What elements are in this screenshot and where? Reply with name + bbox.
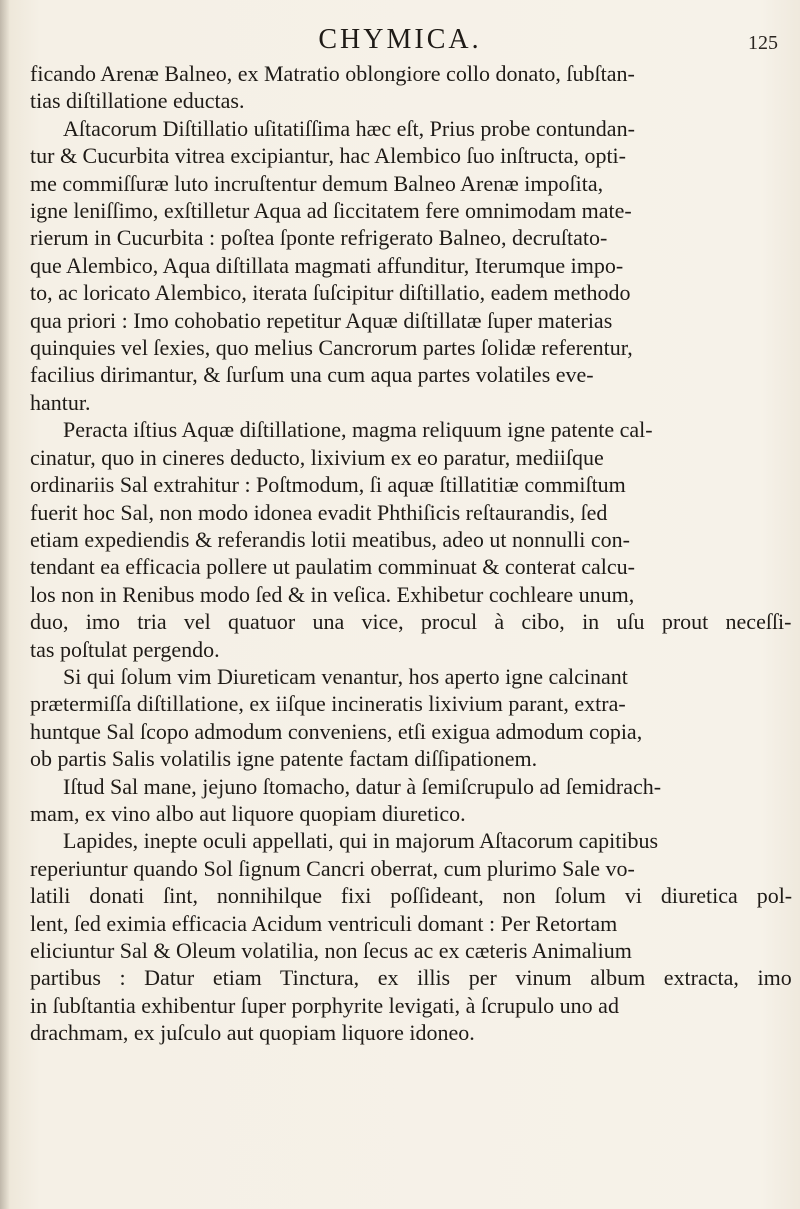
page-header <box>0 20 800 60</box>
text-line: partibus : Datur etiam Tinctura, ex illis per vinum album extracta, imo <box>30 965 792 991</box>
text-line: latili donati ſint, nonnihilque fixi poſſideant, non ſolum vi diuretica pol- <box>30 883 792 909</box>
paragraph <box>30 60 792 115</box>
page-number: 125 <box>748 32 778 54</box>
paragraph <box>30 827 792 1046</box>
text-line: quinquies vel ſexies, quo melius Cancrorum partes ſolidæ referentur, <box>30 335 633 361</box>
text-line: rierum in Cucurbita : poſtea ſponte refrigerato Balneo, decruſtato- <box>30 225 608 251</box>
text-line: ficando Arenæ Balneo, ex Matratio oblongiore collo donato, ſubſtan- <box>30 61 635 86</box>
text-line: que Alembico, Aqua diſtillata magmati affunditur, Iterumque impo- <box>30 252 624 278</box>
text-line: huntque Sal ſcopo admodum conveniens, etſi exigua admodum copia, <box>30 718 643 744</box>
text-line: hantur. <box>30 389 91 415</box>
paragraph <box>30 416 792 663</box>
text-line: los non in Renibus modo ſed & in veſica. Exhibetur cochleare unum, <box>30 581 635 607</box>
text-line: tas poſtulat pergendo. <box>30 636 220 662</box>
paragraph <box>30 115 792 416</box>
running-title: CHYMICA. <box>318 24 482 55</box>
text-line: cinatur, quo in cineres deducto, lixivium ex eo paratur, mediiſque <box>30 444 604 470</box>
text-line: Si qui ſolum vim Diureticam venantur, hos aperto igne calcinant <box>63 663 628 689</box>
text-line: Lapides, inepte oculi appellati, qui in majorum Aſtacorum capitibus <box>63 828 659 854</box>
text-line: duo, imo tria vel quatuor una vice, procul à cibo, in uſu prout neceſſi- <box>30 609 792 635</box>
text-line: tias diſtillatione eductas. <box>30 88 245 114</box>
text-line: fuerit hoc Sal, non modo idonea evadit Phthiſicis reſtaurandis, ſed <box>30 499 608 525</box>
text-line: in ſubſtantia exhibentur ſuper porphyrite levigati, à ſcrupulo uno ad <box>30 992 619 1018</box>
text-line: eliciuntur Sal & Oleum volatilia, non ſecus ac ex cæteris Animalium <box>30 938 632 963</box>
paragraph <box>30 663 792 773</box>
text-line: facilius dirimantur, & ſurſum una cum aqua partes volatiles eve- <box>30 362 594 388</box>
text-line: Aſtacorum Diſtillatio uſitatiſſima hæc eſt, Prius probe contundan- <box>63 115 635 141</box>
paragraph <box>30 773 792 828</box>
text-line: lent, ſed eximia efficacia Acidum ventriculi domant : Per Retortam <box>30 910 618 936</box>
text-line: Peracta iſtius Aquæ diſtillatione, magma reliquum igne patente cal- <box>63 417 653 443</box>
text-line: tendant ea efficacia pollere ut paulatim comminuat & conterat calcu- <box>30 554 635 580</box>
text-line: reperiuntur quando Sol ſignum Cancri oberrat, cum plurimo Sale vo- <box>30 855 635 881</box>
text-line: tur & Cucurbita vitrea excipiantur, hac Alembico ſuo inſtructa, opti- <box>30 143 626 169</box>
body-text <box>30 60 792 1047</box>
page-gutter-shadow <box>0 0 10 1209</box>
text-line: drachmam, ex juſculo aut quopiam liquore idoneo. <box>30 1020 475 1046</box>
text-line: prætermiſſa diſtillatione, ex iiſque incineratis lixivium parant, extra- <box>30 691 626 717</box>
text-line: me commiſſuræ luto incruſtentur demum Balneo Arenæ impoſita, <box>30 170 604 196</box>
text-line: ordinariis Sal extrahitur : Poſtmodum, ſi aquæ ſtillatitiæ commiſtum <box>30 472 626 498</box>
text-line: Iſtud Sal mane, jejuno ſtomacho, datur à ſemiſcrupulo ad ſemidrach- <box>63 773 662 799</box>
text-line: qua priori : Imo cohobatio repetitur Aquæ diſtillatæ ſuper materias <box>30 307 613 333</box>
text-line: mam, ex vino albo aut liquore quopiam diuretico. <box>30 800 466 826</box>
text-line: igne leniſſimo, exſtilletur Aqua ad ſiccitatem fere omnimodam mate- <box>30 198 632 224</box>
text-line: ob partis Salis volatilis igne patente factam diſſipationem. <box>30 746 538 772</box>
text-line: etiam expediendis & referandis lotii meatibus, adeo ut nonnulli con- <box>30 526 630 552</box>
text-line: to, ac loricato Alembico, iterata ſuſcipitur diſtillatio, eadem methodo <box>30 280 631 306</box>
